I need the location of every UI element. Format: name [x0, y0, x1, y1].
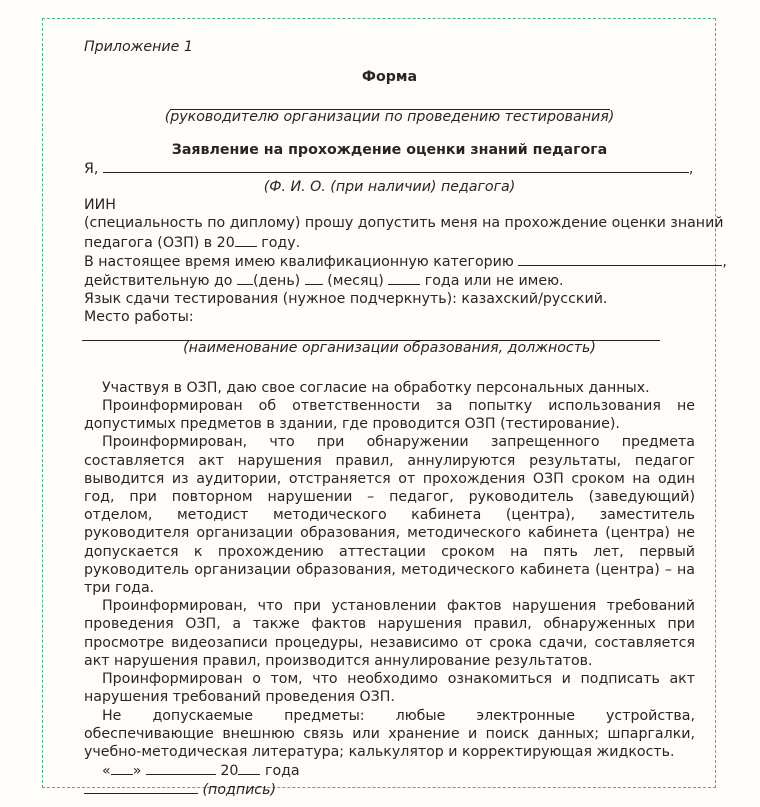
statement-title: Заявление на прохождение оценки знаний педагога: [171, 141, 608, 158]
category-line: В настоящее время имею квалификационную категорию ,: [84, 253, 727, 270]
paragraph-facts: Проинформирован, что при установлении фактов нарушения требований проведения ОЗП, а также фактов нарушения правил, обнаруженных при просмотре видеозаписи процедуры, независимо от срока сдачи, составляется акт нарушения правил, производится аннулирование результатов.: [84, 598, 695, 669]
paragraph-prohibited: Не допускаемые предметы: любые электронные устройства, обеспечивающие внешнюю связь или хранение и поиск данных; шпаргалки, учебно-методическая литература; калькулятор и корректирующая жидкость.: [84, 707, 695, 760]
recipient-line: [84, 96, 695, 108]
application-form: [84, 38, 727, 800]
form-title: Форма: [361, 69, 418, 86]
paragraph-act: Проинформирован о том, что необходимо ознакомиться и подписать акт нарушения требований проведения ОЗП.: [84, 671, 695, 706]
year-blank: [235, 233, 257, 247]
signature-line: [84, 780, 695, 799]
category-blank: [518, 252, 722, 266]
name-line: [103, 159, 689, 173]
iin-label: ИИН: [84, 197, 116, 214]
date-line: « » 20 года: [102, 763, 300, 780]
fio-caption: (Ф. И. О. (при наличии) педагога): [263, 179, 516, 196]
org-caption: (наименование организации образования, должность): [183, 339, 596, 356]
ozp-year-line: педагога (ОЗП) в 20 году.: [84, 234, 301, 251]
paragraph-violation: Проинформирован, что при обнаружении запрещенного предмета составляется акт нарушения правил, аннулируются результаты, педагог выводится из аудитории, отстраняется от прохождения ОЗП сроком на один год, при повторном нарушении – педагог, руководитель (заведующий) отделом, методист методического кабинета (центра), заместитель руководителя организации образования, методического кабинета (центра) не допускается к прохождению аттестации сроком на пять лет, первый руководитель организации образования, методического кабинета (центра) – на три года.: [84, 434, 695, 597]
workplace-line: [84, 327, 695, 339]
paragraph-consent: Участвуя в ОЗП, даю свое согласие на обработку персональных данных.: [102, 379, 650, 396]
recipient-caption: (руководителю организации по проведению тестирования): [164, 109, 615, 126]
signature-blank: [84, 780, 198, 794]
appendix-label: Приложение 1: [84, 39, 193, 55]
workplace-label: Место работы:: [84, 309, 194, 326]
paragraph-responsibility: Проинформирован об ответственности за попытку использования не допустимых предметов в здании, где проводится ОЗП (тестирование).: [84, 398, 695, 433]
specialty-line: (специальность по диплому) прошу допустить меня на прохождение оценки знаний: [84, 215, 724, 232]
language-line: Язык сдачи тестирования (нужное подчеркнуть): казахский/русский.: [84, 291, 608, 308]
signature-caption: (подпись): [202, 782, 277, 799]
name-row: [84, 159, 695, 178]
ya-label: Я,: [84, 160, 99, 177]
valid-until-line: действительную до (день) (месяц) года или не имею.: [84, 273, 564, 290]
comma: ,: [688, 160, 694, 177]
